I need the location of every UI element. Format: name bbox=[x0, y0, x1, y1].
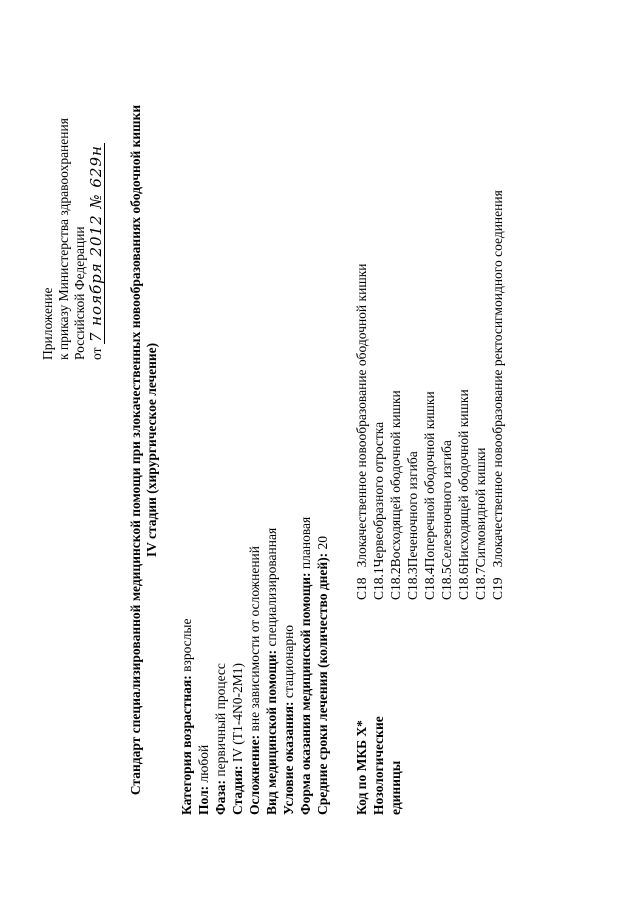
icd-code: C18.2 bbox=[388, 567, 403, 600]
param-value: стационарно bbox=[281, 624, 296, 702]
param-label: Средние сроки лечения (количество дней): bbox=[315, 552, 330, 815]
param-label: Форма оказания медицинской помощи: bbox=[298, 572, 313, 815]
icd-code: C18.6 bbox=[456, 567, 471, 600]
param-label: Стадия: bbox=[230, 765, 245, 815]
appendix-date-line bbox=[88, 118, 105, 360]
param-label: Осложнение: bbox=[247, 734, 262, 815]
params-list bbox=[178, 517, 331, 815]
handwritten-date-signature: 7 ноября 2012 № 629н bbox=[87, 145, 105, 343]
icd-codes-label bbox=[353, 695, 404, 815]
table-row bbox=[455, 190, 472, 600]
icd-code: C18 bbox=[354, 577, 369, 600]
appendix-line-2: к приказу Министерства здравоохранения bbox=[56, 118, 71, 360]
icd-code: C18.7 bbox=[473, 567, 488, 600]
param-row bbox=[280, 517, 297, 815]
icd-codes-table bbox=[353, 190, 506, 600]
icd-code: C19 bbox=[490, 577, 505, 600]
param-label: Условие оказания: bbox=[281, 701, 296, 815]
icd-name: Злокачественное новообразование ректосигмоидного соединения bbox=[490, 190, 505, 568]
param-value: IV (T1-4N0-2M1) bbox=[230, 662, 245, 766]
icd-code: C18.4 bbox=[422, 567, 437, 600]
icd-name: Злокачественное новообразование ободочной кишки bbox=[354, 263, 369, 568]
icd-label-line-3: единицы bbox=[388, 760, 403, 815]
icd-label-line-1: Код по МКБ X* bbox=[354, 720, 369, 815]
title-line-2: IV стадии (хирургическое лечение) bbox=[144, 342, 159, 558]
table-row bbox=[489, 190, 506, 600]
param-value: любой bbox=[196, 744, 211, 786]
param-label: Вид медицинской помощи: bbox=[264, 649, 279, 815]
param-value: первичный процесс bbox=[213, 663, 228, 780]
icd-code: C18.1 bbox=[371, 567, 386, 600]
param-value: специализированная bbox=[264, 527, 279, 650]
param-row bbox=[195, 517, 212, 815]
table-row bbox=[472, 190, 489, 600]
icd-name: Поперечной ободочной кишки bbox=[422, 391, 437, 568]
icd-name: Червеобразного отростка bbox=[371, 421, 386, 568]
appendix-line-1: Приложение bbox=[40, 287, 55, 360]
appendix-line-3: Российской Федерации bbox=[72, 226, 87, 360]
table-row bbox=[353, 190, 370, 600]
param-value: вне зависимости от осложнений bbox=[247, 546, 262, 735]
param-row bbox=[229, 517, 246, 815]
table-row bbox=[387, 190, 404, 600]
param-row bbox=[314, 517, 331, 815]
param-label: Фаза: bbox=[213, 779, 228, 815]
appendix-block bbox=[40, 118, 105, 360]
icd-code: C18.5 bbox=[439, 567, 454, 600]
param-label: Категория возрастная: bbox=[179, 675, 194, 815]
document-title bbox=[128, 55, 160, 845]
table-row bbox=[438, 190, 455, 600]
param-row bbox=[212, 517, 229, 815]
param-value: взрослые bbox=[179, 618, 194, 676]
icd-name: Сигмовидной кишки bbox=[473, 447, 488, 568]
param-row bbox=[246, 517, 263, 815]
from-label: от bbox=[89, 347, 104, 360]
icd-name: Печеночного изгиба bbox=[405, 451, 420, 568]
param-value: 20 bbox=[315, 535, 330, 553]
table-row bbox=[421, 190, 438, 600]
table-row bbox=[370, 190, 387, 600]
icd-label-line-2: Нозологические bbox=[371, 716, 386, 815]
param-row bbox=[297, 517, 314, 815]
table-row bbox=[404, 190, 421, 600]
icd-name: Нисходящей ободочной кишки bbox=[456, 389, 471, 568]
param-label: Пол: bbox=[196, 785, 211, 815]
icd-name: Восходящей ободочной кишки bbox=[388, 390, 403, 568]
title-line-1: Стандарт специализированной медицинской помощи при злокачественных новообразованиях ободочной кишки bbox=[128, 104, 143, 796]
param-value: плановая bbox=[298, 516, 313, 573]
icd-name: Селезеночного изгиба bbox=[439, 440, 454, 568]
param-row bbox=[178, 517, 195, 815]
param-row bbox=[263, 517, 280, 815]
icd-code: C18.3 bbox=[405, 567, 420, 600]
